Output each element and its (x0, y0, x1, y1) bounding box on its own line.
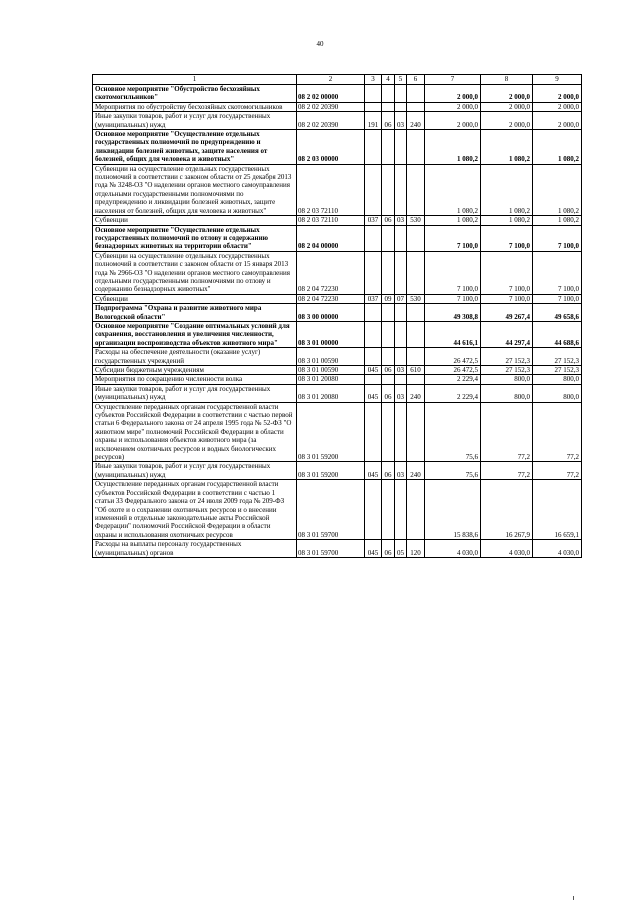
section-code (382, 402, 395, 462)
table-row (93, 294, 582, 303)
target-code: 08 3 01 20080 (297, 384, 365, 402)
ministry-code: 191 (365, 112, 382, 130)
subsection-code (395, 102, 407, 111)
subsection-code: 03 (395, 216, 407, 225)
amount-col9: 4 030,0 (533, 540, 582, 558)
amount-col7: 15 838,6 (425, 480, 481, 540)
table-row (93, 480, 582, 540)
amount-col8: 1 080,2 (481, 130, 533, 165)
target-code: 08 2 04 00000 (297, 225, 365, 251)
amount-col7: 7 100,0 (425, 294, 481, 303)
expense-type-code: 240 (407, 384, 425, 402)
table-row (93, 225, 582, 251)
amount-col8: 1 080,2 (481, 164, 533, 215)
ministry-code (365, 480, 382, 540)
header-cell: 1 (93, 75, 297, 85)
target-code: 08 2 04 72230 (297, 294, 365, 303)
amount-col8: 7 100,0 (481, 251, 533, 294)
ministry-code (365, 321, 382, 347)
table-row (93, 216, 582, 225)
table-row (93, 164, 582, 215)
ministry-code: 045 (365, 384, 382, 402)
amount-col7: 2 229,4 (425, 384, 481, 402)
table-body (93, 85, 582, 558)
amount-col9: 2 000,0 (533, 112, 582, 130)
target-code: 08 3 00 00000 (297, 304, 365, 322)
amount-col9: 2 000,0 (533, 102, 582, 111)
section-code (382, 304, 395, 322)
amount-col7: 1 080,2 (425, 164, 481, 215)
target-code: 08 3 01 59200 (297, 462, 365, 480)
amount-col9: 77,2 (533, 462, 582, 480)
amount-col9: 27 152,3 (533, 366, 582, 375)
table-row (93, 130, 582, 165)
expense-type-code (407, 375, 425, 384)
header-cell: 2 (297, 75, 365, 85)
amount-col7: 2 000,0 (425, 102, 481, 111)
expense-type-code: 240 (407, 112, 425, 130)
page-number: 40 (316, 40, 324, 48)
target-code: 08 3 01 59700 (297, 480, 365, 540)
target-code: 08 2 03 00000 (297, 130, 365, 165)
row-name: Основное мероприятие "Осуществление отдельных государственных полномочий по предупреждению и ликвидации болезней животных, защите населения от болезней, общих для человека и животных" (93, 130, 297, 165)
amount-col8: 800,0 (481, 384, 533, 402)
subsection-code (395, 130, 407, 165)
ministry-code: 037 (365, 216, 382, 225)
section-code (382, 375, 395, 384)
row-name: Субвенции (93, 216, 297, 225)
row-name: Осуществление переданных органам государственной власти субъектов Российской Федерации в соответствии с частью первой статьи 6 Федерального закона от 24 апреля 1995 года № 52-ФЗ "О животном мире" полномочий Российской Федерации в области охраны и использования объектов животного мира (за исключением охотничьих ресурсов и водных биологических ресурсов) (93, 402, 297, 462)
table-row (93, 102, 582, 111)
amount-col7: 49 308,8 (425, 304, 481, 322)
amount-col9: 27 152,3 (533, 348, 582, 366)
table-row (93, 304, 582, 322)
expense-type-code (407, 130, 425, 165)
section-code (382, 251, 395, 294)
section-code (382, 164, 395, 215)
header-cell: 5 (395, 75, 407, 85)
amount-col8: 77,2 (481, 462, 533, 480)
expense-type-code (407, 321, 425, 347)
row-name: Субвенции на осуществление отдельных государственных полномочий в соответствии с законом области от 15 января 2013 года № 2966-ОЗ "О наделении органов местного самоуправления отдельными государственными полномочиями по отлову и содержанию безнадзорных животных" (93, 251, 297, 294)
section-code (382, 85, 395, 103)
section-code: 06 (382, 540, 395, 558)
expense-type-code: 610 (407, 366, 425, 375)
expense-type-code (407, 251, 425, 294)
table-row (93, 348, 582, 366)
target-code: 08 2 02 20390 (297, 112, 365, 130)
subsection-code: 03 (395, 384, 407, 402)
target-code: 08 3 01 00000 (297, 321, 365, 347)
amount-col7: 2 229,4 (425, 375, 481, 384)
subsection-code (395, 348, 407, 366)
section-code (382, 480, 395, 540)
target-code: 08 2 02 00000 (297, 85, 365, 103)
subsection-code (395, 480, 407, 540)
subsection-code: 03 (395, 366, 407, 375)
target-code: 08 2 02 20390 (297, 102, 365, 111)
row-name: Субсидии бюджетным учреждениям (93, 366, 297, 375)
ministry-code (365, 375, 382, 384)
amount-col9: 44 688,6 (533, 321, 582, 347)
amount-col8: 7 100,0 (481, 225, 533, 251)
ministry-code (365, 85, 382, 103)
table-row (93, 375, 582, 384)
header-row (93, 75, 582, 85)
section-code: 06 (382, 366, 395, 375)
subsection-code (395, 164, 407, 215)
ministry-code (365, 164, 382, 215)
subsection-code (395, 402, 407, 462)
section-code (382, 102, 395, 111)
row-name: Подпрограмма "Охрана и развитие животного мира Вологодской области" (93, 304, 297, 322)
header-cell: 6 (407, 75, 425, 85)
amount-col9: 2 000,0 (533, 85, 582, 103)
ministry-code (365, 130, 382, 165)
amount-col7: 4 030,0 (425, 540, 481, 558)
ministry-code: 045 (365, 540, 382, 558)
row-name: Иные закупки товаров, работ и услуг для государственных (муниципальных) нужд (93, 112, 297, 130)
section-code (382, 130, 395, 165)
expense-type-code: 530 (407, 294, 425, 303)
ministry-code (365, 348, 382, 366)
budget-table (92, 74, 582, 558)
header-cell: 7 (425, 75, 481, 85)
row-name: Расходы на выплаты персоналу государственных (муниципальных) органов (93, 540, 297, 558)
amount-col8: 7 100,0 (481, 294, 533, 303)
subsection-code: 03 (395, 112, 407, 130)
row-name: Расходы на обеспечение деятельности (оказание услуг) государственных учреждений (93, 348, 297, 366)
amount-col9: 77,2 (533, 402, 582, 462)
header-cell: 8 (481, 75, 533, 85)
amount-col7: 26 472,5 (425, 366, 481, 375)
table-row (93, 462, 582, 480)
expense-type-code (407, 480, 425, 540)
row-name: Мероприятия по обустройству бесхозяйных скотомогильников (93, 102, 297, 111)
target-code: 08 2 03 72110 (297, 216, 365, 225)
subsection-code (395, 304, 407, 322)
amount-col9: 800,0 (533, 384, 582, 402)
amount-col7: 2 000,0 (425, 85, 481, 103)
expense-type-code (407, 85, 425, 103)
amount-col7: 26 472,5 (425, 348, 481, 366)
amount-col8: 44 297,4 (481, 321, 533, 347)
amount-col9: 7 100,0 (533, 251, 582, 294)
amount-col7: 44 616,1 (425, 321, 481, 347)
amount-col8: 2 000,0 (481, 102, 533, 111)
amount-col8: 800,0 (481, 375, 533, 384)
row-name: Иные закупки товаров, работ и услуг для государственных (муниципальных) нужд (93, 384, 297, 402)
subsection-code: 05 (395, 540, 407, 558)
target-code: 08 3 01 00590 (297, 348, 365, 366)
target-code: 08 2 03 72110 (297, 164, 365, 215)
table-row (93, 251, 582, 294)
subsection-code (395, 321, 407, 347)
ministry-code (365, 402, 382, 462)
amount-col8: 77,2 (481, 402, 533, 462)
header-cell: 3 (365, 75, 382, 85)
table-row (93, 366, 582, 375)
row-name: Иные закупки товаров, работ и услуг для государственных (муниципальных) нужд (93, 462, 297, 480)
ministry-code (365, 102, 382, 111)
amount-col9: 49 658,6 (533, 304, 582, 322)
row-name: Субвенции (93, 294, 297, 303)
target-code: 08 3 01 00590 (297, 366, 365, 375)
expense-type-code (407, 225, 425, 251)
target-code: 08 2 04 72230 (297, 251, 365, 294)
amount-col8: 2 000,0 (481, 85, 533, 103)
amount-col8: 49 267,4 (481, 304, 533, 322)
section-code: 06 (382, 112, 395, 130)
subsection-code: 07 (395, 294, 407, 303)
expense-type-code (407, 402, 425, 462)
amount-col8: 27 152,3 (481, 366, 533, 375)
section-code: 06 (382, 216, 395, 225)
table-row (93, 402, 582, 462)
amount-col7: 7 100,0 (425, 251, 481, 294)
subsection-code (395, 375, 407, 384)
amount-col9: 7 100,0 (533, 294, 582, 303)
amount-col9: 1 080,2 (533, 216, 582, 225)
target-code: 08 3 01 20080 (297, 375, 365, 384)
ministry-code (365, 304, 382, 322)
target-code: 08 3 01 59700 (297, 540, 365, 558)
amount-col7: 75,6 (425, 462, 481, 480)
ministry-code (365, 251, 382, 294)
amount-col7: 1 080,2 (425, 130, 481, 165)
section-code (382, 225, 395, 251)
amount-col8: 16 267,9 (481, 480, 533, 540)
amount-col9: 1 080,2 (533, 164, 582, 215)
expense-type-code (407, 304, 425, 322)
row-name: Основное мероприятие "Осуществление отдельных государственных полномочий по отлову и содержанию безнадзорных животных на территории области" (93, 225, 297, 251)
header-cell: 9 (533, 75, 582, 85)
expense-type-code: 530 (407, 216, 425, 225)
amount-col7: 1 080,2 (425, 216, 481, 225)
table-row (93, 85, 582, 103)
section-code (382, 321, 395, 347)
amount-col7: 75,6 (425, 402, 481, 462)
expense-type-code (407, 164, 425, 215)
row-name: Основное мероприятие "Создание оптимальных условий для сохранения, восстановления и увеличения численности, организации воспроизводства объектов животного мира" (93, 321, 297, 347)
table-row (93, 112, 582, 130)
ministry-code: 045 (365, 366, 382, 375)
target-code: 08 3 01 59200 (297, 402, 365, 462)
section-code (382, 348, 395, 366)
section-code: 06 (382, 462, 395, 480)
amount-col8: 1 080,2 (481, 216, 533, 225)
amount-col9: 16 659,1 (533, 480, 582, 540)
ministry-code: 037 (365, 294, 382, 303)
amount-col8: 4 030,0 (481, 540, 533, 558)
amount-col8: 2 000,0 (481, 112, 533, 130)
table-row (93, 384, 582, 402)
amount-col7: 2 000,0 (425, 112, 481, 130)
subsection-code (395, 225, 407, 251)
table-row (93, 321, 582, 347)
expense-type-code (407, 348, 425, 366)
ministry-code: 045 (365, 462, 382, 480)
section-code: 09 (382, 294, 395, 303)
subsection-code (395, 85, 407, 103)
row-name: Осуществление переданных органам государственной власти субъектов Российской Федерации в соответствии с частью 1 статьи 33 Федерального закона от 24 июля 2009 года № 209-ФЗ "Об охоте и о сохранении охотничьих ресурсов и о внесении изменений в отдельные законодательные акты Российской Федерации" полномочий Российской Федерации в области охраны и использования охотничьих ресурсов (93, 480, 297, 540)
ministry-code (365, 225, 382, 251)
row-name: Мероприятия по сокращению численности волка (93, 375, 297, 384)
table-row (93, 540, 582, 558)
section-code: 06 (382, 384, 395, 402)
header-cell: 4 (382, 75, 395, 85)
amount-col9: 800,0 (533, 375, 582, 384)
row-name: Основное мероприятие "Обустройство бесхозяйных скотомогильников" (93, 85, 297, 103)
amount-col9: 1 080,2 (533, 130, 582, 165)
amount-col8: 27 152,3 (481, 348, 533, 366)
amount-col9: 7 100,0 (533, 225, 582, 251)
subsection-code (395, 251, 407, 294)
scan-mark (573, 896, 574, 900)
expense-type-code (407, 102, 425, 111)
expense-type-code: 240 (407, 462, 425, 480)
row-name: Субвенции на осуществление отдельных государственных полномочий в соответствии с законом области от 25 декабря 2013 года № 3248-ОЗ "О наделении органов местного самоуправления отдельными государственными полномочиями по предупреждению и ликвидации болезней животных, защите населения от болезней, общих для человека и животных" (93, 164, 297, 215)
amount-col7: 7 100,0 (425, 225, 481, 251)
subsection-code: 03 (395, 462, 407, 480)
expense-type-code: 120 (407, 540, 425, 558)
